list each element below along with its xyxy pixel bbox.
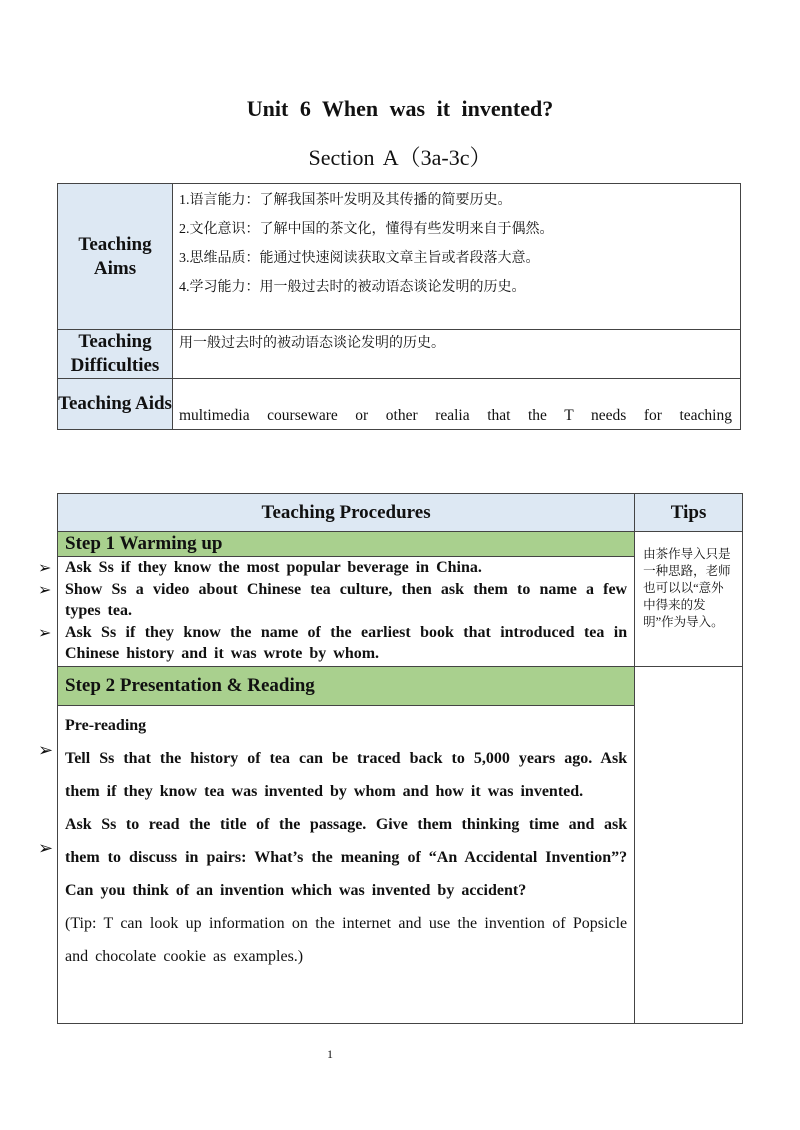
list-item: Ask Ss if they know the most popular beverage in China. <box>65 559 482 576</box>
teaching-aids-content: multimedia courseware or other realia that the T needs for teaching <box>173 379 741 430</box>
step1-tip: 由茶作导入只是一种思路，老师也可以以“意外中得来的发明”作为导入。 <box>635 532 743 667</box>
teaching-aims-table <box>57 183 741 430</box>
arrowhead-bullet-icon: ➢ <box>38 580 52 599</box>
pre-reading-heading: Pre-reading <box>65 717 147 734</box>
step1-items <box>58 557 635 667</box>
arrowhead-bullet-icon: ➢ <box>38 838 54 859</box>
aim-item: 4.学习能力：用一般过去时的被动语态谈论发明的历史。 <box>179 280 526 295</box>
step1-title: Step 1 Warming up <box>58 532 635 557</box>
teaching-aims-label: Teaching Aims <box>58 184 173 330</box>
step2-content <box>58 706 635 1024</box>
tips-header: Tips <box>635 494 743 532</box>
list-item: Ask Ss to read the title of the passage. Give them thinking time and ask them to discuss in pairs: What’s the meaning of “An Accidental Invention”? Can you think of an invention which was invented by accident? <box>65 816 628 899</box>
page-title: Unit 6 When was it invented? <box>246 96 554 121</box>
aim-item: 1.语言能力：了解我国茶叶发明及其传播的简要历史。 <box>179 193 512 208</box>
teaching-procedures-table <box>57 493 743 1024</box>
aim-item: 3.思维品质：能通过快速阅读获取文章主旨或者段落大意。 <box>179 251 540 266</box>
teaching-difficulties-label: Teaching Difficulties <box>58 330 173 379</box>
tip-note: (Tip: T can look up information on the internet and use the invention of Popsicle and chocolate cookie as examples.) <box>65 915 628 965</box>
procedures-header: Teaching Procedures <box>58 494 635 532</box>
teaching-difficulties-content: 用一般过去时的被动语态谈论发明的历史。 <box>173 330 741 379</box>
teaching-aims-content <box>173 184 741 330</box>
page-subtitle: Section A（3a-3c） <box>308 145 492 170</box>
aim-item: 2.文化意识：了解中国的茶文化，懂得有些发明来自于偶然。 <box>179 222 554 237</box>
arrowhead-bullet-icon: ➢ <box>38 558 52 577</box>
step2-tip-cell <box>635 667 743 1024</box>
arrowhead-bullet-icon: ➢ <box>38 740 54 761</box>
list-item: Show Ss a video about Chinese tea culture, then ask them to name a few types tea. <box>65 580 628 619</box>
list-item: Ask Ss if they know the name of the earliest book that introduced tea in Chinese history and it was wrote by whom. <box>65 623 628 662</box>
arrowhead-bullet-icon: ➢ <box>38 623 52 642</box>
page-number: 1 <box>327 1047 333 1061</box>
list-item: Tell Ss that the history of tea can be traced back to 5,000 years ago. Ask them if they know tea was invented by whom and how it was invented. <box>65 750 628 800</box>
teaching-aids-label: Teaching Aids <box>58 379 173 430</box>
step2-title: Step 2 Presentation & Reading <box>58 667 635 706</box>
